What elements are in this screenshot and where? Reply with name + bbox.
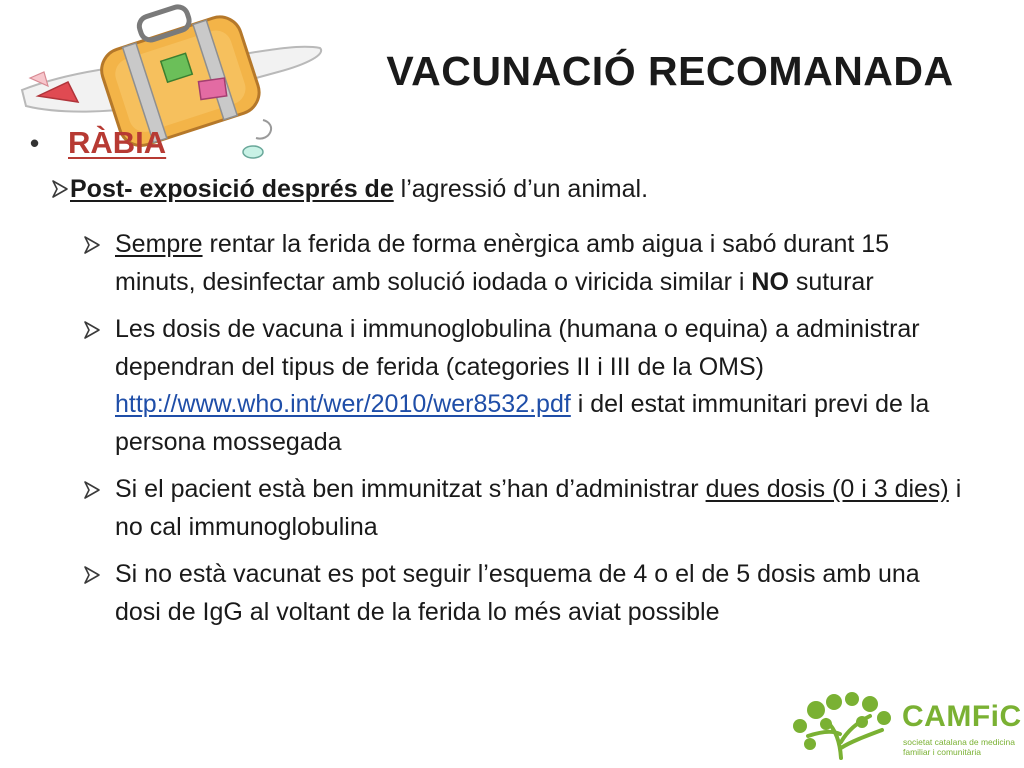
- list-item: [82, 556, 962, 631]
- item-text: rentar la ferida de forma enèrgica amb aigua i sabó durant 15 minuts, desinfectar amb solució iodada o viricida similar i: [115, 230, 890, 296]
- logo-subtitle: [903, 737, 1015, 757]
- arrow-right-outline-icon: [82, 565, 102, 585]
- item-text: suturar: [788, 267, 874, 296]
- section-label: RÀBIA: [68, 125, 167, 160]
- item-text: Les dosis de vacuna i immunoglobulina (humana o equina) a administrar dependran del tipus de ferida (categories II i III de la OMS): [115, 315, 920, 381]
- list-item: [82, 471, 962, 546]
- arrow-right-outline-icon: [50, 179, 70, 199]
- item-underlined: Sempre: [115, 230, 203, 258]
- arrow-right-outline-icon: [82, 235, 102, 255]
- item-text: i del estat immunitari previ de la persona mossegada: [115, 390, 930, 456]
- subheading-rest: l’agressió d’un animal.: [393, 175, 649, 203]
- who-link[interactable]: http://www.who.int/wer/2010/wer8532.pdf: [115, 390, 571, 418]
- camfic-logo: [786, 690, 1022, 760]
- logo-subtitle-line: familiar i comunitària: [903, 747, 981, 757]
- item-bold: NO: [751, 267, 789, 296]
- item-underlined: dues dosis (0 i 3 dies): [705, 475, 949, 503]
- item-text: i no cal immunoglobulina: [115, 475, 962, 541]
- page-title: VACUNACIÓ RECOMANADA: [386, 48, 954, 94]
- suitcase-airplane-illustration: [8, 2, 338, 167]
- logo-subtitle-line: societat catalana de medicina: [903, 737, 1015, 747]
- list-item: [82, 226, 962, 301]
- arrow-right-outline-icon: [82, 320, 102, 340]
- tree-logo-icon: [786, 690, 896, 760]
- logo-name: CAMFiC: [902, 700, 1022, 733]
- bullet-list: [82, 226, 962, 641]
- item-text: Si no està vacunat es pot seguir l’esquema de 4 o el de 5 dosis amb una dosi de IgG al voltant de la ferida lo més aviat possible: [115, 560, 920, 626]
- subheading-bold: Post- exposició després de: [70, 175, 394, 203]
- arrow-right-outline-icon: [82, 480, 102, 500]
- subheading-text: [70, 172, 648, 206]
- bullet-dot: •: [30, 128, 40, 158]
- item-text: Si el pacient està ben immunitzat s’han d’administrar: [115, 475, 706, 503]
- list-item: [82, 311, 962, 461]
